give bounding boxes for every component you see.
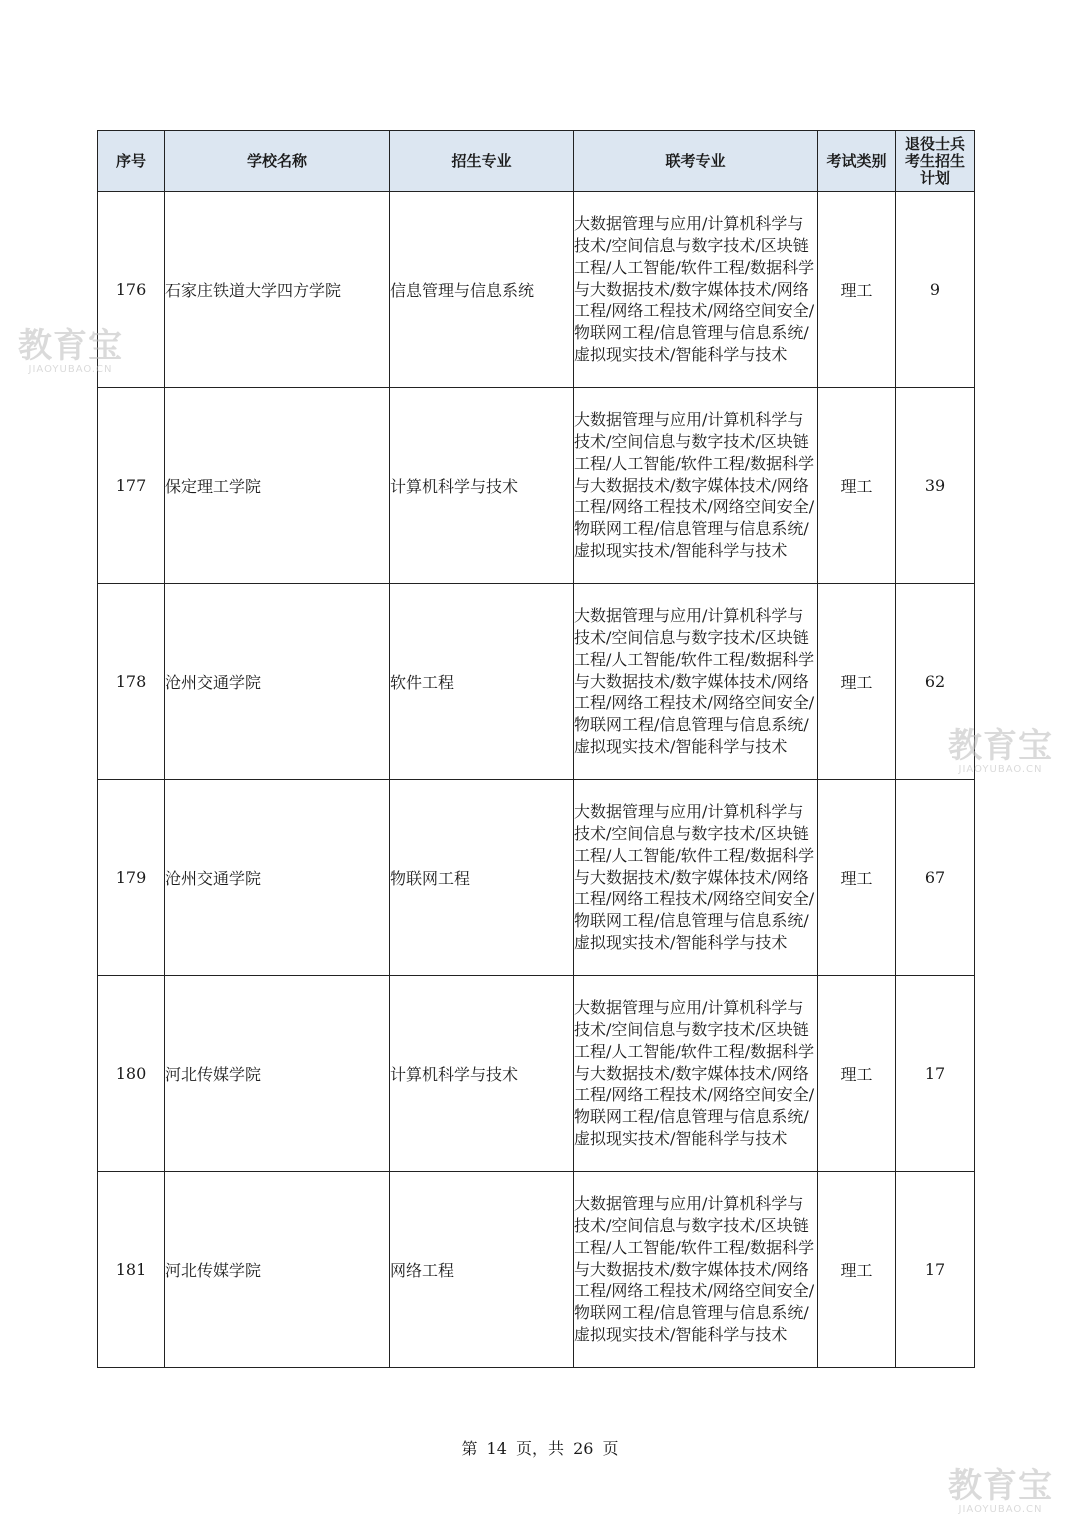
enrollment-major-cell: 网络工程 — [390, 1172, 574, 1368]
serial-number-cell: 178 — [98, 584, 165, 780]
header-veteran-plan — [896, 131, 975, 192]
school-name-cell: 石家庄铁道大学四方学院 — [165, 192, 390, 388]
watermark-logo-text: 教育宝 — [18, 326, 123, 366]
table-row — [98, 780, 975, 976]
veteran-plan-cell: 39 — [896, 388, 975, 584]
serial-number-cell: 177 — [98, 388, 165, 584]
header-enrollment-major: 招生专业 — [390, 131, 574, 192]
header-serial-number: 序号 — [98, 131, 165, 192]
table-row — [98, 192, 975, 388]
exam-category-cell: 理工 — [818, 780, 896, 976]
enrollment-major-cell: 计算机科学与技术 — [390, 976, 574, 1172]
veteran-plan-cell: 62 — [896, 584, 975, 780]
joint-exam-major-cell: 大数据管理与应用/计算机科学与技术/空间信息与数字技术/区块链工程/人工智能/软件工程/数据科学与大数据技术/数字媒体技术/网络工程/网络工程技术/网络空间安全/物联网工程/信息管理与信息系统/虚拟现实技术/智能科学与技术 — [574, 1172, 818, 1368]
veteran-plan-cell: 67 — [896, 780, 975, 976]
joint-exam-major-cell: 大数据管理与应用/计算机科学与技术/空间信息与数字技术/区块链工程/人工智能/软件工程/数据科学与大数据技术/数字媒体技术/网络工程/网络工程技术/网络空间安全/物联网工程/信息管理与信息系统/虚拟现实技术/智能科学与技术 — [574, 584, 818, 780]
watermark — [948, 1468, 1053, 1516]
joint-exam-major-cell: 大数据管理与应用/计算机科学与技术/空间信息与数字技术/区块链工程/人工智能/软件工程/数据科学与大数据技术/数字媒体技术/网络工程/网络工程技术/网络空间安全/物联网工程/信息管理与信息系统/虚拟现实技术/智能科学与技术 — [574, 388, 818, 584]
table-row — [98, 1172, 975, 1368]
veteran-plan-cell: 17 — [896, 1172, 975, 1368]
school-name-cell: 沧州交通学院 — [165, 584, 390, 780]
joint-exam-major-cell: 大数据管理与应用/计算机科学与技术/空间信息与数字技术/区块链工程/人工智能/软件工程/数据科学与大数据技术/数字媒体技术/网络工程/网络工程技术/网络空间安全/物联网工程/信息管理与信息系统/虚拟现实技术/智能科学与技术 — [574, 192, 818, 388]
header-veteran-plan-line2: 考生招生 — [904, 151, 965, 170]
enrollment-major-cell: 计算机科学与技术 — [390, 388, 574, 584]
enrollment-major-cell: 软件工程 — [390, 584, 574, 780]
table-row — [98, 976, 975, 1172]
school-name-cell: 保定理工学院 — [165, 388, 390, 584]
table-header-row — [98, 131, 975, 192]
exam-category-cell: 理工 — [818, 1172, 896, 1368]
table-row — [98, 584, 975, 780]
enrollment-table — [97, 130, 975, 1368]
veteran-plan-cell: 9 — [896, 192, 975, 388]
joint-exam-major-cell: 大数据管理与应用/计算机科学与技术/空间信息与数字技术/区块链工程/人工智能/软件工程/数据科学与大数据技术/数字媒体技术/网络工程/网络工程技术/网络空间安全/物联网工程/信息管理与信息系统/虚拟现实技术/智能科学与技术 — [574, 976, 818, 1172]
veteran-plan-cell: 17 — [896, 976, 975, 1172]
watermark-url: JIAOYUBAO.CN — [958, 1504, 1043, 1515]
table-row — [98, 388, 975, 584]
exam-category-cell: 理工 — [818, 584, 896, 780]
school-name-cell: 沧州交通学院 — [165, 780, 390, 976]
header-veteran-plan-line3: 计划 — [919, 168, 950, 187]
page-number-footer: 第 14 页，共 26 页 — [461, 1439, 619, 1458]
school-name-cell: 河北传媒学院 — [165, 1172, 390, 1368]
serial-number-cell: 181 — [98, 1172, 165, 1368]
header-joint-exam-major: 联考专业 — [574, 131, 818, 192]
watermark-logo-text: 教育宝 — [948, 1466, 1053, 1506]
header-school-name: 学校名称 — [165, 131, 390, 192]
school-name-cell: 河北传媒学院 — [165, 976, 390, 1172]
watermark-url: JIAOYUBAO.CN — [958, 764, 1043, 775]
watermark-logo-text: 教育宝 — [948, 726, 1053, 766]
serial-number-cell: 176 — [98, 192, 165, 388]
exam-category-cell: 理工 — [818, 976, 896, 1172]
exam-category-cell: 理工 — [818, 388, 896, 584]
enrollment-major-cell: 物联网工程 — [390, 780, 574, 976]
header-veteran-plan-line1: 退役士兵 — [904, 134, 965, 153]
exam-category-cell: 理工 — [818, 192, 896, 388]
joint-exam-major-cell: 大数据管理与应用/计算机科学与技术/空间信息与数字技术/区块链工程/人工智能/软件工程/数据科学与大数据技术/数字媒体技术/网络工程/网络工程技术/网络空间安全/物联网工程/信息管理与信息系统/虚拟现实技术/智能科学与技术 — [574, 780, 818, 976]
header-exam-category: 考试类别 — [818, 131, 896, 192]
watermark-url: JIAOYUBAO.CN — [28, 364, 113, 375]
serial-number-cell: 179 — [98, 780, 165, 976]
enrollment-major-cell: 信息管理与信息系统 — [390, 192, 574, 388]
serial-number-cell: 180 — [98, 976, 165, 1172]
